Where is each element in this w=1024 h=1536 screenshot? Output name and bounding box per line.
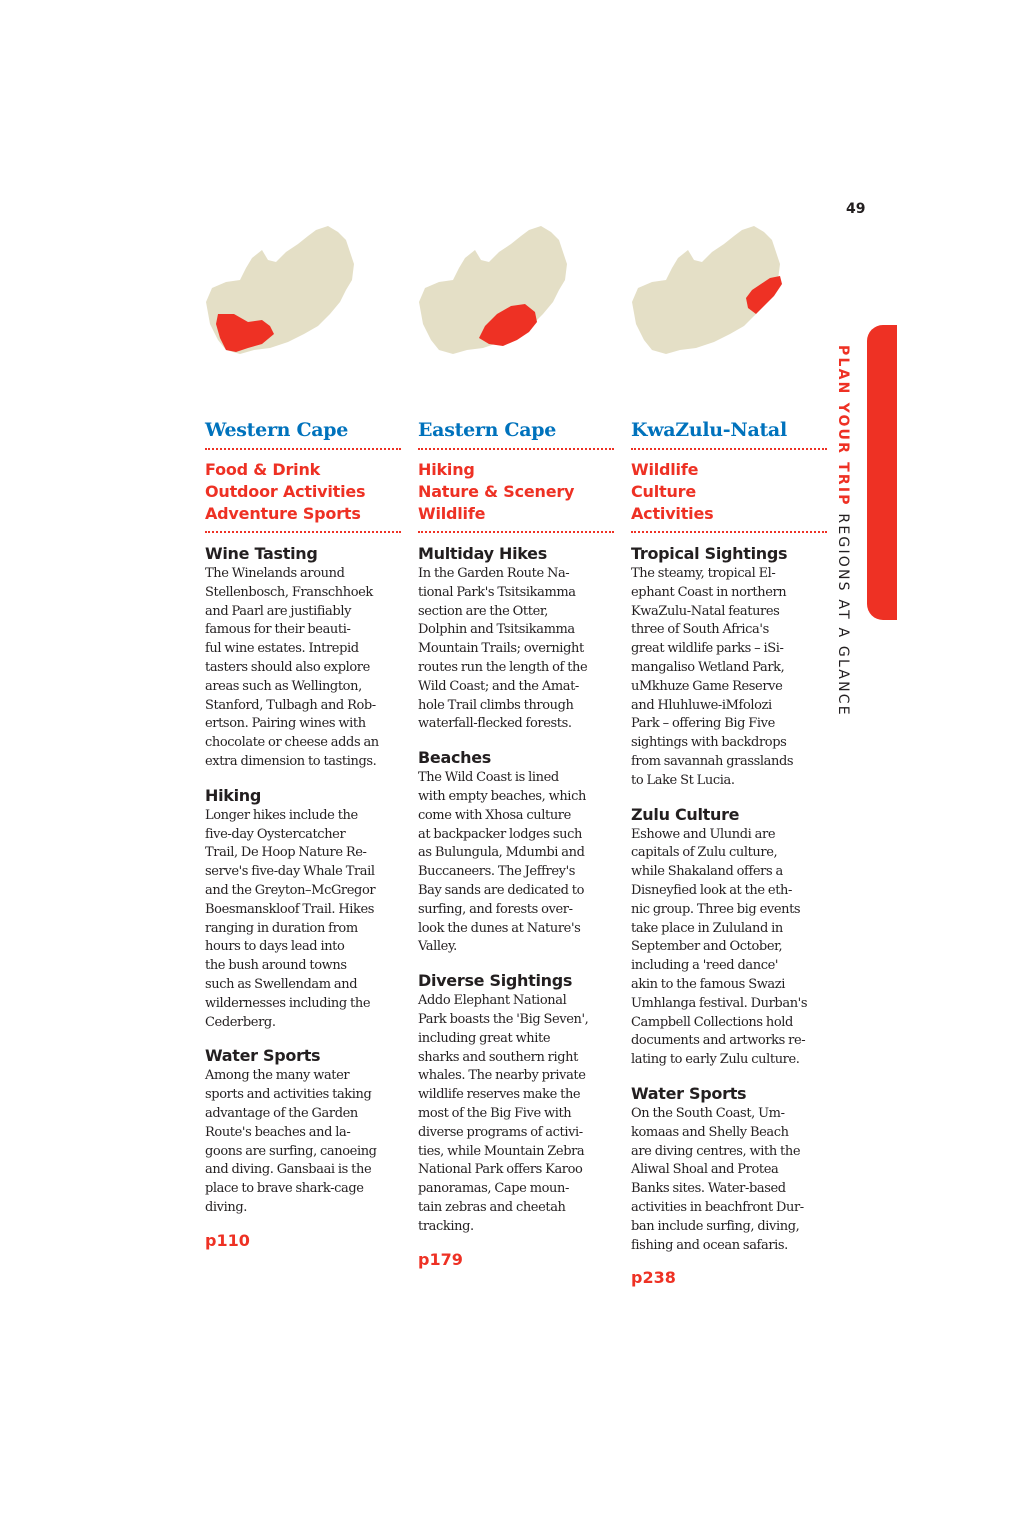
region-tag: Adventure Sports [205, 504, 361, 523]
text-line: wildlife reserves make the [418, 1087, 581, 1103]
text-line: diverse programs of activi- [418, 1124, 583, 1140]
text-line: look the dunes at Nature's [418, 920, 581, 936]
section-label [835, 345, 851, 717]
section-body [205, 1067, 401, 1217]
text-line: chocolate or cheese adds an [205, 735, 379, 751]
text-line: KwaZulu-Natal features [631, 603, 780, 619]
section-body [205, 565, 401, 772]
text-line: Longer hikes include the [205, 807, 358, 823]
text-line: Mountain Trails; overnight [418, 641, 584, 657]
page-reference-link[interactable]: p238 [631, 1268, 676, 1288]
text-line: tracking. [418, 1218, 474, 1234]
text-line: tasters should also explore [205, 659, 370, 675]
text-line: sightings with backdrops [631, 735, 787, 751]
section-body [418, 565, 614, 734]
region-tags [631, 459, 827, 525]
text-line: ephant Coast in northern [631, 584, 787, 600]
dotted-divider [418, 448, 614, 450]
text-line: activities in beachfront Dur- [631, 1199, 804, 1215]
section-heading: Water Sports [205, 1046, 321, 1066]
text-line: and diving. Gansbaai is the [205, 1162, 372, 1178]
region-title[interactable]: KwaZulu-Natal [631, 419, 787, 441]
region-tag: Food & Drink [205, 460, 321, 479]
page-number: 49 [846, 201, 866, 217]
text-line: komaas and Shelly Beach [631, 1124, 789, 1140]
region-title[interactable]: Western Cape [205, 419, 349, 441]
map-kwazulu-natal [630, 222, 786, 356]
text-line: Wild Coast; and the Amat- [418, 678, 579, 694]
section-body [418, 992, 614, 1236]
text-line: Stanford, Tulbagh and Rob- [205, 697, 376, 713]
text-line: and the Greyton–McGregor [205, 882, 376, 898]
text-line: akin to the famous Swazi [631, 976, 785, 992]
text-line: most of the Big Five with [418, 1105, 572, 1121]
text-line: The steamy, tropical El- [631, 566, 776, 581]
text-line: great wildlife parks – iSi- [631, 641, 784, 657]
text-line: tain zebras and cheetah [418, 1199, 566, 1215]
section-label-primary: PLAN YOUR TRIP [835, 345, 851, 507]
section-heading: Water Sports [631, 1083, 747, 1103]
text-line: with empty beaches, which [418, 788, 586, 804]
page-reference-link[interactable]: p110 [205, 1230, 250, 1250]
text-line: The Wild Coast is lined [418, 770, 559, 786]
section-heading: Wine Tasting [205, 544, 318, 563]
text-line: Valley. [418, 939, 457, 955]
text-line: come with Xhosa culture [418, 807, 571, 823]
text-line: ties, while Mountain Zebra [418, 1143, 585, 1159]
text-line: uMkhuze Game Reserve [631, 678, 783, 694]
text-line: nic group. Three big events [631, 901, 801, 917]
text-line: to Lake St Lucia. [631, 772, 735, 788]
section-heading: Diverse Sightings [418, 971, 573, 991]
text-line: Trail, De Hoop Nature Re- [205, 845, 367, 861]
text-line: ban include surfing, diving, [631, 1218, 800, 1234]
text-line: Route's beaches and la- [205, 1124, 351, 1140]
section-heading: Multiday Hikes [418, 544, 547, 563]
text-line: goons are surfing, canoeing [205, 1143, 377, 1159]
text-line: diving. [205, 1199, 248, 1215]
text-line: Park – offering Big Five [631, 716, 775, 732]
region-tag: Activities [631, 504, 714, 523]
region-column-kwazulu-natal [631, 416, 827, 1287]
region-tag: Hiking [418, 460, 475, 479]
region-tags [418, 459, 614, 525]
text-line: tional Park's Tsitsikamma [418, 584, 576, 600]
text-line: advantage of the Garden [205, 1105, 358, 1121]
text-line: while Shakaland offers a [631, 864, 783, 880]
text-line: fishing and ocean safaris. [631, 1237, 788, 1253]
text-line: capitals of Zulu culture, [631, 845, 778, 861]
text-line: Aliwal Shoal and Protea [631, 1162, 779, 1178]
text-line: as Bulungula, Mdumbi and [418, 845, 585, 861]
text-line: sharks and southern right [418, 1049, 578, 1065]
region-tag: Culture [631, 482, 696, 501]
text-line: mangaliso Wetland Park, [631, 659, 785, 675]
dotted-divider [205, 448, 401, 450]
text-line: In the Garden Route Na- [418, 566, 570, 581]
text-line: ranging in duration from [205, 920, 358, 936]
text-line: ful wine estates. Intrepid [205, 641, 359, 657]
text-line: National Park offers Karoo [418, 1162, 583, 1178]
text-line: hole Trail climbs through [418, 697, 574, 713]
text-line: Addo Elephant National [418, 993, 567, 1009]
section-body [631, 565, 827, 791]
text-line: The Winelands around [205, 566, 345, 581]
region-tag: Outdoor Activities [205, 482, 366, 501]
map-western-cape [204, 222, 360, 356]
text-line: Bay sands are dedicated to [418, 882, 585, 898]
text-line: take place in Zululand in [631, 920, 783, 936]
text-line: section are the Otter, [418, 603, 548, 619]
text-line: three of South Africa's [631, 622, 769, 638]
section-heading: Hiking [205, 785, 262, 805]
text-line: Cederberg. [205, 1014, 276, 1030]
section-body [631, 1105, 827, 1255]
text-line: serve's five-day Whale Trail [205, 864, 375, 880]
section-heading: Tropical Sightings [631, 544, 788, 563]
text-line: hours to days lead into [205, 939, 345, 955]
region-column-eastern-cape [418, 416, 614, 1269]
dotted-divider [631, 448, 827, 450]
text-line: are diving centres, with the [631, 1143, 801, 1159]
dotted-divider [631, 531, 827, 533]
text-line: place to brave shark-cage [205, 1181, 364, 1197]
text-line: ertson. Pairing wines with [205, 716, 366, 732]
text-line: routes run the length of the [418, 659, 588, 675]
text-line: and Paarl are justifiably [205, 603, 352, 619]
section-heading: Beaches [418, 748, 491, 768]
text-line: whales. The nearby private [418, 1068, 586, 1084]
text-line: Stellenbosch, Franschhoek [205, 584, 373, 600]
text-line: Park boasts the 'Big Seven', [418, 1011, 589, 1027]
region-title[interactable]: Eastern Cape [418, 419, 557, 441]
region-tags [205, 459, 401, 525]
text-line: Campbell Collections hold [631, 1014, 793, 1030]
text-line: five-day Oystercatcher [205, 826, 346, 842]
text-line: Umhlanga festival. Durban's [631, 995, 808, 1011]
text-line: documents and artworks re- [631, 1033, 806, 1049]
map-eastern-cape [417, 222, 573, 356]
section-body [205, 807, 401, 1033]
text-line: including a 'reed dance' [631, 958, 779, 974]
region-tag: Wildlife [631, 460, 699, 479]
section-tab [867, 325, 897, 620]
text-line: Buccaneers. The Jeffrey's [418, 864, 576, 880]
text-line: Banks sites. Water-based [631, 1181, 786, 1197]
region-column-western-cape [205, 416, 401, 1250]
section-body [418, 769, 614, 957]
region-tag: Nature & Scenery [418, 482, 575, 501]
text-line: waterfall-flecked forests. [418, 716, 572, 732]
text-line: Eshowe and Ulundi are [631, 826, 776, 842]
page-reference-link[interactable]: p179 [418, 1249, 463, 1269]
text-line: at backpacker lodges such [418, 826, 582, 842]
text-line: September and October, [631, 939, 783, 955]
dotted-divider [205, 531, 401, 533]
dotted-divider [418, 531, 614, 533]
text-line: from savannah grasslands [631, 753, 794, 769]
text-line: Among the many water [205, 1068, 350, 1084]
text-line: sports and activities taking [205, 1087, 372, 1103]
text-line: extra dimension to tastings. [205, 753, 377, 769]
text-line: famous for their beauti- [205, 622, 351, 638]
text-line: areas such as Wellington, [205, 678, 362, 694]
text-line: lating to early Zulu culture. [631, 1052, 800, 1068]
text-line: such as Swellendam and [205, 976, 358, 992]
text-line: Disneyfied look at the eth- [631, 882, 793, 898]
text-line: On the South Coast, Um- [631, 1105, 785, 1121]
text-line: Boesmanskloof Trail. Hikes [205, 901, 375, 917]
section-label-secondary: REGIONS AT A GLANCE [835, 506, 851, 717]
text-line: surfing, and forests over- [418, 901, 573, 917]
text-line: the bush around towns [205, 958, 347, 974]
section-heading: Zulu Culture [631, 804, 740, 824]
text-line: wildernesses including the [205, 995, 371, 1011]
region-tag: Wildlife [418, 504, 486, 523]
section-body [631, 826, 827, 1070]
text-line: Dolphin and Tsitsikamma [418, 622, 575, 638]
text-line: and Hluhluwe-iMfolozi [631, 697, 772, 713]
text-line: including great white [418, 1030, 551, 1046]
text-line: panoramas, Cape moun- [418, 1181, 569, 1197]
